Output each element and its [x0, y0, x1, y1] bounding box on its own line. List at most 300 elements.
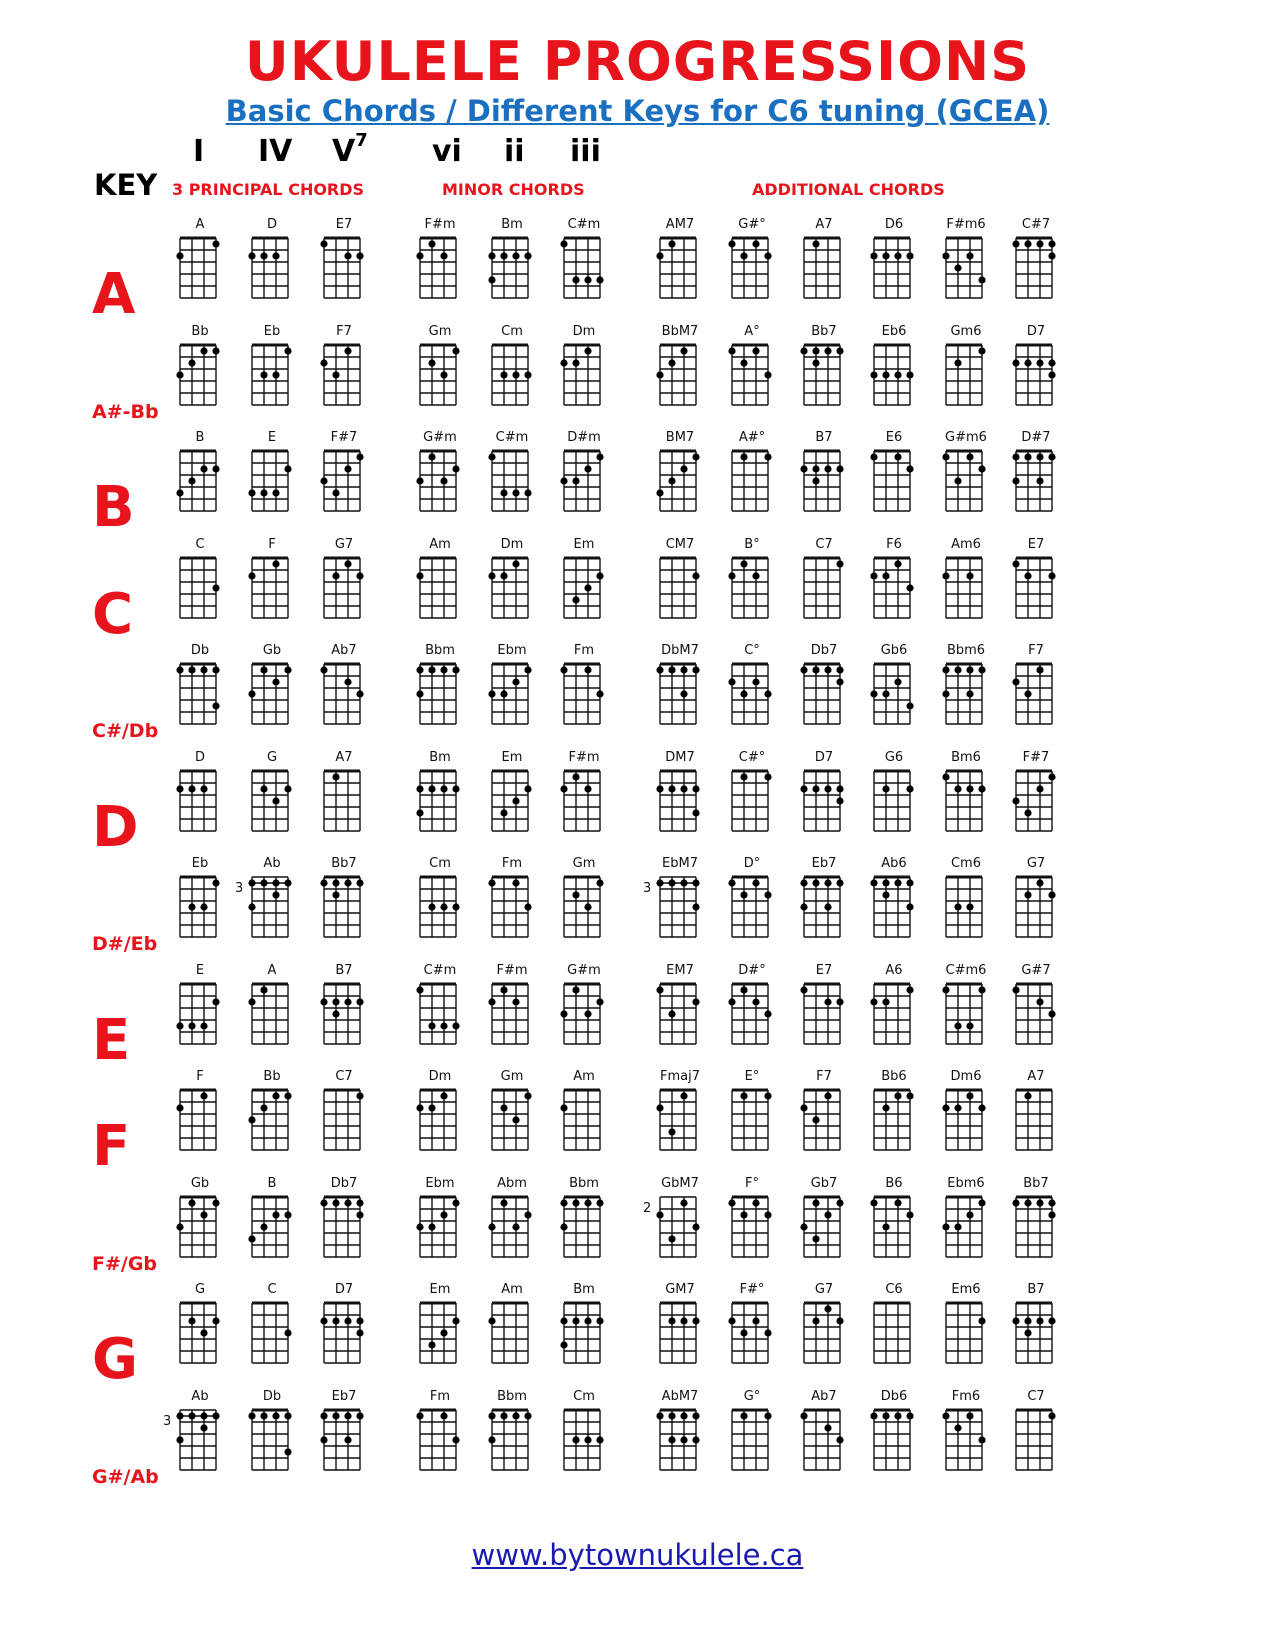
fretboard: [796, 447, 852, 513]
chord-diagram: [316, 431, 372, 513]
chord-name: BM7: [665, 430, 695, 445]
finger-dot: [452, 1022, 459, 1029]
finger-dot: [764, 1010, 771, 1017]
finger-dot: [1048, 1211, 1055, 1218]
finger-dot: [1048, 1010, 1055, 1017]
finger-dot: [680, 690, 687, 697]
chord-diagram: [866, 964, 922, 1046]
finger-dot: [428, 453, 435, 460]
finger-dot: [1024, 1329, 1031, 1336]
finger-dot: [812, 785, 819, 792]
chord-name: DM7: [665, 750, 695, 765]
chord-name: E: [195, 963, 205, 978]
finger-dot: [1036, 359, 1043, 366]
chord-diagram: [244, 1390, 300, 1472]
fretboard: [724, 660, 780, 726]
chord-name: G#m6: [945, 430, 987, 445]
chord-diagram: [412, 1283, 468, 1365]
finger-dot: [894, 560, 901, 567]
fretboard: [172, 873, 228, 939]
finger-dot: [906, 785, 913, 792]
chord-diagram: [244, 1283, 300, 1365]
chord-diagram: [484, 218, 540, 300]
finger-dot: [488, 1412, 495, 1419]
finger-dot: [894, 678, 901, 685]
finger-dot: [870, 879, 877, 886]
chord-name: Em6: [951, 1282, 981, 1297]
finger-dot: [560, 666, 567, 673]
finger-dot: [1024, 572, 1031, 579]
finger-dot: [978, 347, 985, 354]
finger-dot: [212, 998, 219, 1005]
chord-diagram: [484, 1177, 540, 1259]
finger-dot: [248, 572, 255, 579]
finger-dot: [248, 690, 255, 697]
finger-dot: [1036, 1199, 1043, 1206]
fretboard: [724, 767, 780, 833]
chord-diagram: [484, 644, 540, 726]
fretboard: [244, 341, 300, 407]
finger-dot: [332, 998, 339, 1005]
roman-V-superscript: 7: [355, 130, 368, 151]
fretboard: [244, 660, 300, 726]
finger-dot: [260, 1104, 267, 1111]
finger-dot: [428, 1104, 435, 1111]
chord-name: Eb: [263, 324, 281, 339]
chord-diagram: [652, 218, 708, 300]
chord-name: Bb6: [881, 1069, 907, 1084]
fretboard: [796, 1406, 852, 1472]
finger-dot: [812, 465, 819, 472]
chord-diagram: [172, 751, 228, 833]
finger-dot: [212, 666, 219, 673]
chord-name: Fm6: [951, 1389, 981, 1404]
finger-dot: [200, 666, 207, 673]
finger-dot: [524, 489, 531, 496]
chord-diagram: [244, 1070, 300, 1152]
chord-name: Ebm: [497, 643, 527, 658]
page-subtitle: Basic Chords / Different Keys for C6 tuning (GCEA): [225, 94, 1050, 128]
chord-diagram: [796, 964, 852, 1046]
finger-dot: [978, 1199, 985, 1206]
finger-dot: [176, 371, 183, 378]
finger-dot: [524, 1211, 531, 1218]
finger-dot: [668, 785, 675, 792]
finger-dot: [752, 1317, 759, 1324]
finger-dot: [560, 1341, 567, 1348]
finger-dot: [764, 252, 771, 259]
group-header-minor: MINOR CHORDS: [442, 180, 585, 199]
chord-diagram: [172, 857, 228, 939]
finger-dot: [800, 903, 807, 910]
fretboard: [412, 554, 468, 620]
footer-link[interactable]: www.bytownukulele.ca: [471, 1538, 804, 1572]
finger-dot: [668, 359, 675, 366]
finger-dot: [966, 785, 973, 792]
finger-dot: [212, 584, 219, 591]
chord-diagram: [1008, 1177, 1064, 1259]
chord-name: Bbm: [497, 1389, 527, 1404]
finger-dot: [882, 1412, 889, 1419]
finger-dot: [942, 1412, 949, 1419]
chord-name: F#m: [568, 750, 600, 765]
chord-name: Abm: [497, 1176, 527, 1191]
finger-dot: [440, 252, 447, 259]
chord-name: Bm6: [951, 750, 981, 765]
fretboard: [556, 1299, 612, 1365]
fretboard: [866, 873, 922, 939]
finger-dot: [800, 879, 807, 886]
chord-diagram: [412, 964, 468, 1046]
finger-dot: [500, 1199, 507, 1206]
group-header-principal: 3 PRINCIPAL CHORDS: [172, 180, 365, 199]
finger-dot: [188, 1317, 195, 1324]
chord-name: F7: [816, 1069, 832, 1084]
key-label: G#/Ab: [92, 1466, 159, 1488]
chord-diagram: [1008, 1283, 1064, 1365]
chord-diagram: [643, 1176, 708, 1259]
finger-dot: [836, 347, 843, 354]
finger-dot: [906, 879, 913, 886]
finger-dot: [668, 1010, 675, 1017]
roman-vi: vi: [432, 134, 462, 169]
finger-dot: [452, 1317, 459, 1324]
fretboard: [866, 1086, 922, 1152]
fretboard: [938, 1193, 994, 1259]
fretboard: [244, 234, 300, 300]
chord-diagram: [484, 857, 540, 939]
finger-dot: [740, 891, 747, 898]
finger-dot: [188, 666, 195, 673]
fretboard: [316, 341, 372, 407]
fretboard: [1008, 447, 1064, 513]
chord-name: F7: [336, 324, 352, 339]
fretboard: [1008, 554, 1064, 620]
fret-number: 3: [163, 1414, 172, 1429]
finger-dot: [680, 1199, 687, 1206]
finger-dot: [882, 371, 889, 378]
chord-diagram: [796, 1070, 852, 1152]
chord-name: F°: [745, 1176, 759, 1191]
finger-dot: [966, 252, 973, 259]
fret-number: 2: [643, 1201, 652, 1216]
chord-diagram: [316, 1283, 372, 1365]
finger-dot: [764, 1412, 771, 1419]
chord-diagram: [866, 857, 922, 939]
finger-dot: [356, 1211, 363, 1218]
finger-dot: [212, 879, 219, 886]
finger-dot: [656, 371, 663, 378]
finger-dot: [488, 998, 495, 1005]
chord-name: Db: [262, 1389, 282, 1404]
fretboard: [724, 1299, 780, 1365]
finger-dot: [344, 1317, 351, 1324]
chord-name: Fm: [501, 856, 523, 871]
finger-dot: [260, 1412, 267, 1419]
finger-dot: [344, 678, 351, 685]
finger-dot: [188, 1022, 195, 1029]
chord-name: Dm: [428, 1069, 452, 1084]
chord-diagram: [316, 751, 372, 833]
fretboard: [556, 1193, 612, 1259]
finger-dot: [176, 1022, 183, 1029]
fretboard: [652, 767, 708, 833]
chord-diagram: [724, 1177, 780, 1259]
finger-dot: [1048, 773, 1055, 780]
chord-diagram: [866, 218, 922, 300]
finger-dot: [560, 477, 567, 484]
finger-dot: [344, 252, 351, 259]
chord-name: Am: [429, 537, 451, 552]
finger-dot: [836, 998, 843, 1005]
finger-dot: [272, 879, 279, 886]
chord-name: G°: [743, 1389, 761, 1404]
finger-dot: [656, 1104, 663, 1111]
finger-dot: [596, 879, 603, 886]
finger-dot: [728, 240, 735, 247]
chord-name: Cm: [573, 1389, 595, 1404]
finger-dot: [954, 264, 961, 271]
chord-name: F#°: [739, 1282, 765, 1297]
fretboard: [938, 980, 994, 1046]
finger-dot: [800, 1223, 807, 1230]
chord-diagram: [652, 751, 708, 833]
fretboard: [484, 873, 540, 939]
finger-dot: [656, 489, 663, 496]
finger-dot: [906, 702, 913, 709]
chord-diagram: [172, 1177, 228, 1259]
finger-dot: [452, 666, 459, 673]
chord-name: G#7: [1021, 963, 1051, 978]
chord-name: Fm: [573, 643, 595, 658]
chord-diagram: [724, 751, 780, 833]
fretboard: [938, 1086, 994, 1152]
fretboard: [796, 767, 852, 833]
chord-name: G#m: [567, 963, 601, 978]
chord-diagram: [724, 1070, 780, 1152]
chord-name: F: [196, 1069, 204, 1084]
chord-diagram: [484, 751, 540, 833]
finger-dot: [284, 785, 291, 792]
finger-dot: [344, 1436, 351, 1443]
finger-dot: [1012, 359, 1019, 366]
finger-dot: [680, 1436, 687, 1443]
finger-dot: [882, 1104, 889, 1111]
fretboard: [244, 767, 300, 833]
chord-diagram: [412, 431, 468, 513]
fretboard: [556, 554, 612, 620]
chord-name: DbM7: [661, 643, 699, 658]
finger-dot: [596, 276, 603, 283]
chord-diagram: [1008, 644, 1064, 726]
chord-name: F#7: [330, 430, 358, 445]
chord-diagram: [172, 1070, 228, 1152]
fretboard: [796, 1086, 852, 1152]
finger-dot: [248, 1235, 255, 1242]
chord-name: Eb7: [331, 1389, 357, 1404]
chord-diagram: [796, 1177, 852, 1259]
key-label: C#/Db: [92, 720, 159, 742]
chord-diagram: [938, 218, 994, 300]
chord-diagram: [938, 1070, 994, 1152]
chord-name: EM7: [666, 963, 694, 978]
chord-name: G#°: [738, 217, 766, 232]
chord-name: A: [195, 217, 205, 232]
chord-diagram: [866, 325, 922, 407]
finger-dot: [416, 572, 423, 579]
fretboard: [652, 660, 708, 726]
fretboard: [172, 1406, 228, 1472]
finger-dot: [966, 1412, 973, 1419]
finger-dot: [584, 1436, 591, 1443]
fretboard: [796, 873, 852, 939]
chord-diagram: [866, 538, 922, 620]
finger-dot: [212, 1199, 219, 1206]
fretboard: [556, 873, 612, 939]
chord-name: Ab7: [331, 643, 357, 658]
chord-diagram: [412, 857, 468, 939]
chord-diagram: [1008, 1070, 1064, 1152]
finger-dot: [728, 347, 735, 354]
finger-dot: [906, 986, 913, 993]
finger-dot: [572, 276, 579, 283]
chord-diagram: [172, 218, 228, 300]
fretboard: [796, 341, 852, 407]
finger-dot: [332, 1199, 339, 1206]
finger-dot: [870, 1199, 877, 1206]
fretboard: [796, 660, 852, 726]
chord-name: Gb: [190, 1176, 210, 1191]
finger-dot: [764, 773, 771, 780]
chord-diagram: [556, 644, 612, 726]
finger-dot: [416, 690, 423, 697]
finger-dot: [954, 1424, 961, 1431]
key-column-label: KEY: [94, 168, 158, 202]
finger-dot: [428, 359, 435, 366]
finger-dot: [966, 453, 973, 460]
finger-dot: [356, 1092, 363, 1099]
finger-dot: [800, 666, 807, 673]
finger-dot: [1012, 1199, 1019, 1206]
finger-dot: [692, 879, 699, 886]
finger-dot: [356, 690, 363, 697]
finger-dot: [332, 1010, 339, 1017]
chord-diagram: [652, 644, 708, 726]
fretboard: [316, 1193, 372, 1259]
finger-dot: [906, 371, 913, 378]
finger-dot: [212, 465, 219, 472]
finger-dot: [740, 1412, 747, 1419]
chord-diagram: [412, 644, 468, 726]
chord-name: F7: [1028, 643, 1044, 658]
fretboard: [412, 447, 468, 513]
finger-dot: [248, 489, 255, 496]
chord-diagram: [866, 1070, 922, 1152]
finger-dot: [248, 1412, 255, 1419]
chord-name: Gb7: [810, 1176, 838, 1191]
chord-name: Dm: [572, 324, 596, 339]
finger-dot: [978, 986, 985, 993]
finger-dot: [1036, 785, 1043, 792]
fretboard: [866, 660, 922, 726]
finger-dot: [800, 465, 807, 472]
finger-dot: [500, 1104, 507, 1111]
finger-dot: [572, 359, 579, 366]
finger-dot: [596, 1436, 603, 1443]
finger-dot: [1012, 1317, 1019, 1324]
chord-name: GbM7: [661, 1176, 699, 1191]
finger-dot: [188, 477, 195, 484]
finger-dot: [332, 891, 339, 898]
finger-dot: [1036, 879, 1043, 886]
chord-name: C6: [885, 1282, 903, 1297]
chord-diagram: [556, 431, 612, 513]
fretboard: [652, 447, 708, 513]
fretboard: [244, 1086, 300, 1152]
fretboard: [172, 447, 228, 513]
finger-dot: [824, 785, 831, 792]
finger-dot: [740, 359, 747, 366]
finger-dot: [524, 1092, 531, 1099]
fretboard: [484, 767, 540, 833]
chord-name: D#m: [567, 430, 601, 445]
finger-dot: [176, 785, 183, 792]
chord-name: F#m: [424, 217, 456, 232]
chord-name: Ab6: [881, 856, 907, 871]
finger-dot: [512, 797, 519, 804]
chord-diagram: [866, 1390, 922, 1472]
fretboard: [484, 447, 540, 513]
chord-name: Bbm: [569, 1176, 599, 1191]
finger-dot: [882, 879, 889, 886]
finger-dot: [572, 1199, 579, 1206]
chord-name: Db: [190, 643, 210, 658]
finger-dot: [966, 1022, 973, 1029]
chord-diagram: [412, 1177, 468, 1259]
finger-dot: [728, 1199, 735, 1206]
finger-dot: [978, 1317, 985, 1324]
finger-dot: [416, 252, 423, 259]
finger-dot: [320, 1436, 327, 1443]
finger-dot: [356, 1412, 363, 1419]
finger-dot: [906, 1211, 913, 1218]
finger-dot: [560, 1223, 567, 1230]
finger-dot: [512, 489, 519, 496]
finger-dot: [680, 465, 687, 472]
finger-dot: [596, 998, 603, 1005]
finger-dot: [680, 1092, 687, 1099]
finger-dot: [966, 572, 973, 579]
fretboard: [172, 341, 228, 407]
chord-name: Gb: [262, 643, 282, 658]
chord-diagram: [938, 964, 994, 1046]
finger-dot: [752, 998, 759, 1005]
finger-dot: [500, 809, 507, 816]
fretboard: [172, 554, 228, 620]
fretboard: [484, 341, 540, 407]
finger-dot: [272, 371, 279, 378]
finger-dot: [584, 1317, 591, 1324]
finger-dot: [524, 252, 531, 259]
chord-name: E7: [335, 217, 353, 232]
finger-dot: [176, 666, 183, 673]
finger-dot: [332, 371, 339, 378]
finger-dot: [560, 1104, 567, 1111]
chord-name: D: [266, 217, 277, 232]
fretboard: [1008, 341, 1064, 407]
fret-number: 3: [235, 881, 244, 896]
finger-dot: [668, 1235, 675, 1242]
